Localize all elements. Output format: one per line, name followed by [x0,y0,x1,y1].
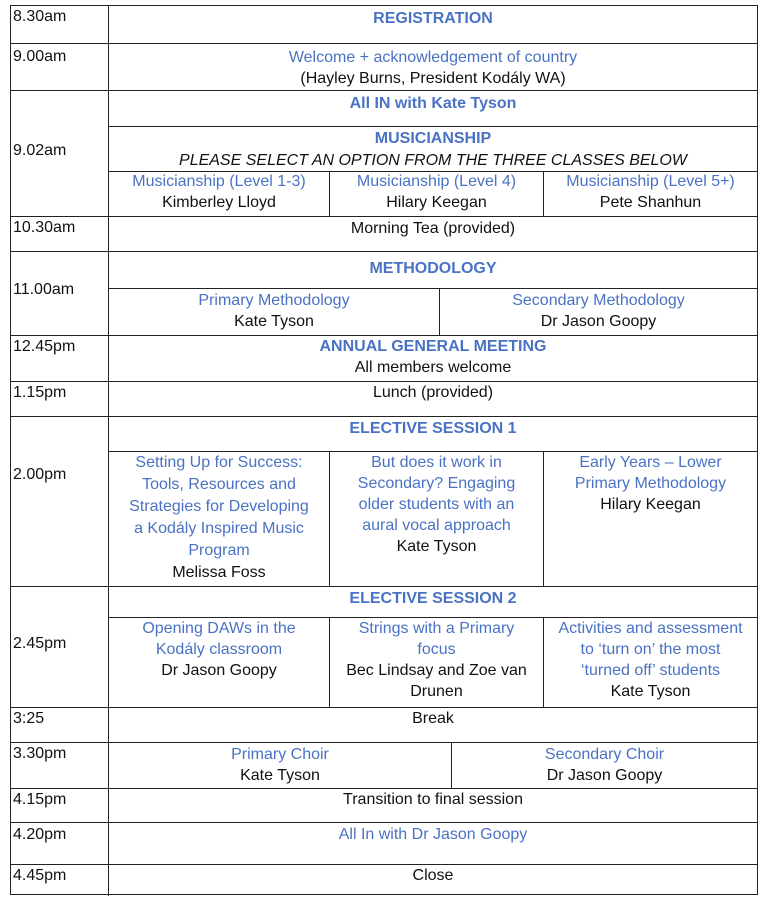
option-title: Secondary Methodology [512,292,685,309]
session-title: Close [412,867,454,884]
row-final [11,822,757,864]
option-presenter: Dr Jason Goopy [540,313,657,330]
time-cell: 9.00am [11,44,109,90]
time-cell: 2.00pm [11,417,109,586]
allin-title: All IN with Kate Tyson [349,95,517,112]
option-presenter: Kate Tyson [610,683,691,700]
option-title: Musicianship (Level 5+) [566,173,735,190]
session-title: MUSICIANSHIP [374,130,492,147]
option-presenter: Dr Jason Goopy [546,767,663,784]
option-presenter: Dr Jason Goopy [161,662,277,679]
option-primary-choir [109,743,451,788]
time-cell: 3:25 [11,708,109,742]
session-title: Morning Tea (provided) [350,220,516,237]
option-elective1-2 [329,451,543,586]
session-note: PLEASE SELECT AN OPTION FROM THE THREE CLASSES BELOW [179,152,687,169]
option-title: Primary Methodology [198,292,350,309]
option-presenter: Kate Tyson [234,313,314,330]
option-secondary-methodology [439,288,757,335]
time-cell: 3.30pm [11,743,109,788]
option-title: Secondary Choir [544,746,665,763]
row-musicianship [11,90,757,216]
session-title: REGISTRATION [373,10,493,27]
time-cell: 9.02am [11,91,109,216]
option-title-line: Program [188,542,250,559]
option-title-line: older students with an [358,496,515,513]
session-subtitle: All members welcome [354,359,512,376]
session-title: Welcome + acknowledgement of country [288,49,578,66]
session-title: ELECTIVE SESSION 1 [349,420,517,437]
row-break [11,707,757,742]
row-morning-tea [11,216,757,251]
time-cell: 2.45pm [11,587,109,707]
option-title: Primary Choir [231,746,329,763]
row-transition [11,788,757,822]
row-choir [11,742,757,788]
option-title-line: Early Years – Lower [579,454,722,471]
option-elective1-1 [109,451,329,586]
option-secondary-choir [451,743,757,788]
option-title-line: focus [417,641,456,658]
option-musicianship-3 [543,171,757,216]
time-cell: 4.20pm [11,823,109,864]
option-presenter: Drunen [410,683,463,700]
option-title: Musicianship (Level 4) [356,173,517,190]
row-elective-1 [11,416,757,586]
option-presenter: Bec Lindsay and Zoe van [346,662,527,679]
option-elective2-1 [109,617,329,707]
option-presenter: Pete Shanhun [599,194,702,211]
row-close [11,864,757,896]
option-presenter: Kate Tyson [240,767,320,784]
option-title: Musicianship (Level 1-3) [132,173,306,190]
row-agm [11,335,757,381]
option-title-line: to ‘turn on’ the most [580,641,721,658]
session-title: METHODOLOGY [369,260,497,277]
option-presenter: Melissa Foss [172,564,266,581]
time-cell: 11.00am [11,252,109,335]
option-elective1-3 [543,451,757,586]
option-title-line: a Kodály Inspired Music [134,520,304,537]
time-cell: 4.45pm [11,865,109,896]
option-elective2-2 [329,617,543,707]
option-title-line: Activities and assessment [558,620,743,637]
option-title-line: Strings with a Primary [358,620,515,637]
session-title: Transition to final session [343,791,523,808]
option-title-line: Primary Methodology [574,475,727,492]
option-title-line: But does it work in [371,454,502,471]
session-title: Lunch (provided) [372,384,494,401]
schedule-table [10,5,758,895]
session-title: ELECTIVE SESSION 2 [349,590,517,607]
time-cell: 8.30am [11,6,109,43]
session-title: Break [412,710,454,727]
row-welcome [11,43,757,90]
session-subtitle: (Hayley Burns, President Kodály WA) [300,70,566,87]
row-methodology [11,251,757,335]
option-musicianship-1 [109,171,329,216]
row-lunch [11,381,757,416]
option-presenter: Hilary Keegan [386,194,487,211]
session-title: All In with Dr Jason Goopy [338,826,528,843]
option-musicianship-2 [329,171,543,216]
row-elective-2 [11,586,757,707]
option-title-line: Strategies for Developing [129,498,309,515]
option-presenter: Kimberley Lloyd [162,194,276,211]
option-title-line: Tools, Resources and [142,476,296,493]
option-title-line: ‘turned off’ students [580,662,721,679]
option-presenter: Kate Tyson [396,538,477,555]
option-title-line: aural vocal approach [362,517,511,534]
time-cell: 12.45pm [11,336,109,381]
option-title-line: Setting Up for Success: [135,454,303,471]
option-primary-methodology [109,288,439,335]
time-cell: 10.30am [11,217,109,251]
row-registration [11,6,757,43]
time-cell: 1.15pm [11,382,109,416]
option-presenter: Hilary Keegan [600,496,701,513]
time-cell: 4.15pm [11,789,109,822]
option-title-line: Secondary? Engaging [357,475,516,492]
option-title-line: Opening DAWs in the [142,620,296,637]
option-elective2-3 [543,617,757,707]
option-title-line: Kodály classroom [155,641,283,658]
session-title: ANNUAL GENERAL MEETING [319,338,547,355]
